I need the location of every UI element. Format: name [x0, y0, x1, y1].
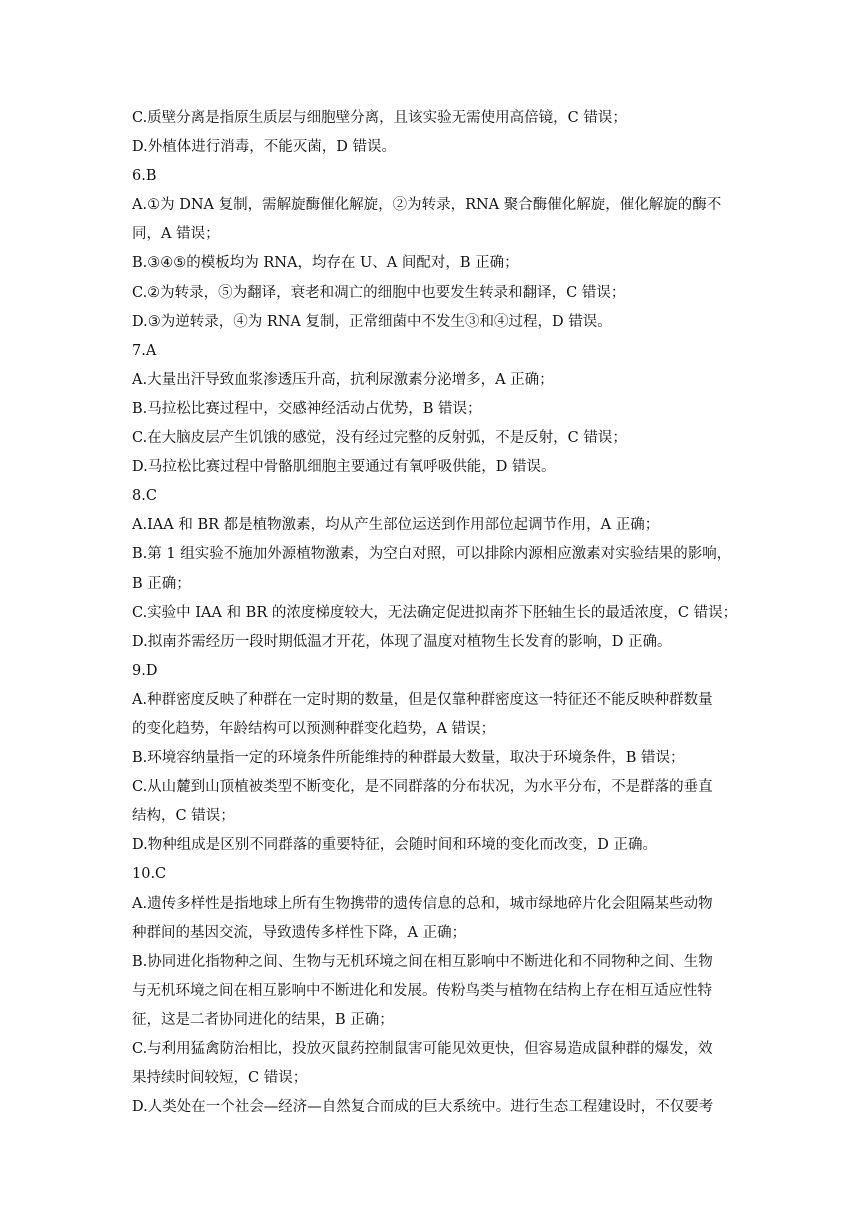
- text-line: C.从山麓到山顶植被类型不断变化，是不同群落的分布状况，为水平分布，不是群落的垂直: [132, 779, 713, 796]
- text-line: C.质壁分离是指原生质层与细胞壁分离，且该实验无需使用高倍镜，C 错误；: [132, 110, 627, 126]
- question-number: 6.B: [132, 168, 157, 185]
- text-line: B.③④⑤的模板均为 RNA，均存在 U、A 间配对，B 正确；: [132, 255, 519, 272]
- text-line: C.②为转录，⑤为翻译，衰老和凋亡的细胞中也要发生转录和翻译，C 错误；: [132, 284, 626, 301]
- text-line: C.在大脑皮层产生饥饿的感觉，没有经过完整的反射弧，不是反射，C 错误；: [132, 430, 627, 447]
- text-line: 征，这是二者协同进化的结果，B 正确；: [132, 1011, 394, 1028]
- question-number: 9.D: [132, 662, 158, 679]
- text-line: D.物种组成是区别不同群落的重要特征，会随时间和环境的变化而改变，D 正确。: [132, 837, 657, 854]
- text-line: C.与利用猛禽防治相比，投放灭鼠药控制鼠害可能见效更快，但容易造成鼠种群的爆发，效: [132, 1041, 713, 1057]
- text-line: A.IAA 和 BR 都是植物激素，均从产生部位运送到作用部位起调节作用，A 正确；: [132, 517, 660, 534]
- text-line: A.大量出汗导致血浆渗透压升高，抗利尿激素分泌增多，A 正确；: [132, 371, 554, 388]
- text-line: A.①为 DNA 复制，需解旋酶催化解旋，②为转录，RNA 聚合酶催化解旋，催化解旋的酶不: [132, 197, 722, 214]
- text-line: B 正确；: [132, 575, 191, 592]
- question-number: 7.A: [132, 342, 157, 359]
- text-line: A.种群密度反映了种群在一定时期的数量，但是仅靠种群密度这一特征还不能反映种群数量: [132, 691, 713, 708]
- text-line: D.马拉松比赛过程中骨骼肌细胞主要通过有氧呼吸供能，D 错误。: [132, 459, 556, 476]
- text-line: 结构，C 错误；: [132, 808, 235, 825]
- text-line: D.人类处在一个社会—经济—自然复合而成的巨大系统中。进行生态工程建设时，不仅要考: [132, 1099, 714, 1116]
- text-line: B.第 1 组实验不施加外源植物激素，为空白对照，可以排除内源相应激素对实验结果的影响，: [132, 546, 732, 563]
- text-line: 与无机环境之间在相互影响中不断进化和发展。传粉鸟类与植物在结构上存在相互适应性特: [132, 982, 712, 999]
- text-line: 的变化趋势，年龄结构可以预测种群变化趋势，A 错误；: [132, 720, 496, 737]
- text-line: 种群间的基因交流，导致遗传多样性下降，A 正确；: [132, 924, 467, 941]
- text-line: A.遗传多样性是指地球上所有生物携带的遗传信息的总和，城市绿地碎片化会阻隔某些动物: [132, 895, 713, 912]
- text-line: D.拟南芥需经历一段时期低温才开花，体现了温度对植物生长发育的影响，D 正确。: [132, 633, 672, 650]
- text-line: 同，A 错误；: [132, 226, 220, 243]
- text-line: B.环境容纳量指一定的环境条件所能维持的种群最大数量，取决于环境条件，B 错误；: [132, 750, 685, 767]
- text-line: B.协同进化指物种之间、生物与无机环境之间在相互影响中不断进化和不同物种之间、生物: [132, 953, 713, 970]
- question-number: 8.C: [132, 488, 157, 505]
- answer-text-block: [132, 104, 738, 1122]
- text-line: C.实验中 IAA 和 BR 的浓度梯度较大，无法确定促进拟南芥下胚轴生长的最适浓度，C 错误；: [132, 604, 738, 621]
- text-line: D.外植体进行消毒，不能灭菌，D 错误。: [132, 139, 396, 156]
- text-line: D.③为逆转录，④为 RNA 复制，正常细菌中不发生③和④过程，D 错误。: [132, 313, 612, 330]
- question-number: 10.C: [132, 866, 167, 883]
- text-line: B.马拉松比赛过程中，交感神经活动占优势，B 错误；: [132, 400, 482, 417]
- text-line: 果持续时间较短，C 错误；: [132, 1070, 308, 1087]
